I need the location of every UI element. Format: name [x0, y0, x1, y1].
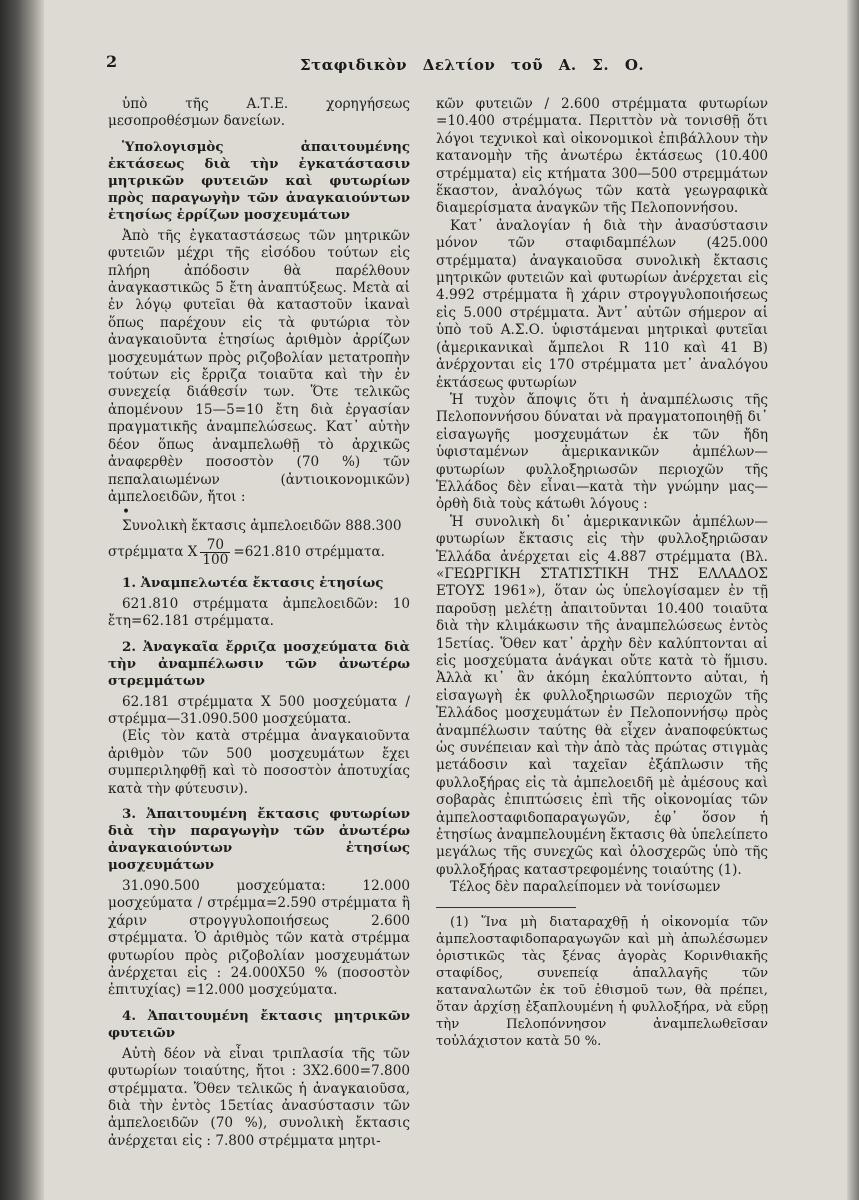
- bullet-dot: •: [122, 504, 131, 521]
- body-paragraph: κῶν φυτειῶν / 2.600 στρέμματα φυτωρίων =10.400 στρέμματα. Περιττὸν νὰ τονισθῇ ὅτι λόγοι τεχνικοὶ καὶ οἰκονομικοὶ ἐπιβάλλουν τὴν κατανομὴν τῆς ἀνωτέρω ἐκτάσεως (10.400 στρέμματα) εἰς κτήματα 300—500 στρεμμάτων ἕκαστον, ἀναλόγως τῶν κατὰ γεωγραφικὰ διαμερίσματα ἀναγκῶν τῆς Πελοποννήσου.: [436, 96, 768, 217]
- body-paragraph: Ἀπὸ τῆς ἐγκαταστάσεως τῶν μητρικῶν φυτειῶν μέχρι τῆς εἰσόδου τούτων εἰς πλήρη ἀπόδοσιν θὰ παρέλθουν ἀναγκαστικῶς 5 ἔτη ἀναπτύξεως. Μετὰ αἱ ἐν λόγῳ φυτεῖαι θὰ καταστοῦν ἱκαναὶ ὅπως παρέχουν εἰς τὰ φυτώρια τὸν ἀναγκαιοῦντα ἐτησίως ἀριθμὸν ἀρρίζων μοσχευμάτων πρὸς ριζοβολίαν μετατροπὴν τούτων εἰς ἔρριζα τοιαῦτα καὶ τὴν ἐν συνεχείᾳ διάθεσίν των. Ὅτε τελικῶς ἀπομένουν 15—5=10 ἔτη διὰ ἐργασίαν πραγματικῆς ἀναμπελώσεως. Κατ᾽ αὐτὴν δέον ὅπως ἀναμπελωθῇ τὸ ἀρχικῶς ἀναφερθὲν ποσοστὸν (70 %) τῶν πεπαλαιωμένων (ἀντιοικονομικῶν) ἀμπελοειδῶν, ἤτοι :: [108, 227, 410, 505]
- book-spine-shadow: [0, 0, 44, 1200]
- subsection-heading-4: 4. Ἀπαιτουμένη ἔκτασις μητρικῶν φυτειῶν: [108, 1007, 410, 1041]
- formula-result: =621.810 στρέμματα.: [233, 543, 385, 560]
- footnote: (1) Ἵνα μὴ διαταραχθῇ ἡ οἰκονομία τῶν ἀμπελοσταφιδοπαραγωγῶν καὶ μὴ ἀπωλέσωμεν ὁριστικῶς τὰς ξένας ἀγορὰς Κορινθιακῆς σταφίδος, συνεπείᾳ ἀπαλλαγῆς τῶν καταναλωτῶν ἐκ τοῦ ἐθισμοῦ των, θὰ πρέπει, ὅταν ἀρχίσῃ ἐξαπλουμένη ἡ φυλλοξήρα, νὰ εὕρῃ τὴν Πελοπόννησον ἀναμπελωθεῖσαν τοὐλάχιστον κατὰ 50 %.: [436, 914, 768, 1049]
- page-edge-shadow: [847, 0, 859, 1200]
- section-heading: Ὑπολογισμὸς ἀπαιτουμένης ἐκτάσεως διὰ τὴν ἐγκατάστασιν μητρικῶν φυτειῶν καὶ φυτωρίων πρὸς παραγωγὴν τῶν ἀναγκαιούντων ἐτησίως ἐρρίζων μοσχευμάτων: [108, 138, 410, 223]
- footnote-rule: [436, 907, 576, 908]
- body-paragraph: 62.181 στρέμματα Χ 500 μοσχεύματα / στρέμμα—31.090.500 μοσχεύματα.: [108, 693, 410, 727]
- body-paragraph: Ἡ συνολικὴ δι᾽ ἀμερικανικῶν ἀμπέλων—φυτωρίων ἔκτασις εἰς τὴν φυλλοξηριῶσαν Ἑλλάδα ἀνέρχεται εἰς 4.887 στρέμματα (Βλ. «ΓΕΩΡΓΙΚΗ ΣΤΑΤΙΣΤΙΚΗ ΤΗΣ ΕΛΛΑΔΟΣ ΕΤΟΥΣ 1961»), ὅταν ὡς ὑπελογίσαμεν ἐν τῇ παροῦσῃ μελέτῃ ἀπαιτοῦνται 10.400 τοιαῦτα διὰ τὴν κλιμάκωσιν τῆς ἀναμπελώσεως ἐντὸς 15ετίας. Ὅθεν κατ᾽ ἀρχὴν δὲν καλύπτονται αἱ εἰς μοσχεύματα ἀνάγκαι οὔτε κατὰ τὸ ἥμισυ. Ἀλλὰ κι᾽ ἂν ἀκόμη ἐκαλύπτοντο αὐται, ἡ εἰσαγωγὴ ἐκ φυλλοξηριωσῶν περιοχῶν τῆς Ἑλλάδος μοσχευμάτων ἐν Πελοποννήσῳ πρὸς ἀναμπέλωσιν ταύτης θὰ εἶχεν ἀναποφεύκτως ὡς συνέπειαν καὶ τὴν ἀπὸ τὰς πρώτας στιγμὰς μετάδοσιν καὶ ταχεῖαν ἐξάπλωσιν τῆς φυλλοξήρας εἰς τὰ ἀμπελοειδῆ μὲ ἀμέσους καὶ σοβαρὰς ἐπιπτώσεις ἐπὶ τῆς οἰκονομίας τῶν ἀμπελοσταφιδοπαραγωγῶν, ἐφ᾽ ὅσον ἡ ἐτησίως ἀναμπελουμένη ἔκτασις θὰ ὑπελείπετο μεγάλως τῆς συνεχῶς καὶ ὁλοσχερῶς ὑπὸ τῆς φυλλοξήρας καταστρεφομένης τοιαύτης (1).: [436, 513, 768, 878]
- subsection-heading-2: 2. Ἀναγκαῖα ἔρριζα μοσχεύματα διὰ τὴν ἀναμπέλωσιν τῶν ἀνωτέρω στρεμμάτων: [108, 638, 410, 689]
- right-column: [436, 96, 768, 1050]
- body-paragraph: 621.810 στρέμματα ἀμπελοειδῶν: 10 ἔτη=62.181 στρέμματα.: [108, 595, 410, 630]
- formula: [108, 538, 410, 567]
- body-paragraph: (Εἰς τὸν κατὰ στρέμμα ἀναγκαιοῦντα ἀριθμὸν τῶν 500 μοσχευμάτων ἔχει συμπεριληφθῇ καὶ τὸ ποσοστὸν ἀποτυχίας κατὰ τὴν φύτευσιν).: [108, 728, 410, 797]
- body-paragraph: Κατ᾽ ἀναλογίαν ἡ διὰ τὴν ἀνασύστασιν μόνον τῶν σταφιδαμπέλων (425.000 στρέμματα) ἀναγκαιοῦσα συνολικὴ ἔκτασις μητρικῶν φυτειῶν καὶ φυτωρίων ἀνέρχεται εἰς 4.992 στρέμματα ἢ χάριν στρογγυλοποιήσεως εἰς 5.000 στρέμματα. Ἀντ᾽ αὐτῶν σήμερον αἱ ὑπὸ τοῦ Α.Σ.Ο. ὑφιστάμεναι μητρικαὶ φυτεῖαι (ἀμερικανικαὶ ἄμπελοι R 110 καὶ 41 B) ἀνέρχονται εἰς 170 στρέμματα μετ᾽ ἀναλόγου ἐκτάσεως φυτωρίων: [436, 217, 768, 391]
- subsection-heading-3: 3. Ἀπαιτουμένη ἔκτασις φυτωρίων διὰ τὴν παραγωγὴν τῶν ἀνωτέρω ἀναγκαιούντων ἐτησίως μοσχευμάτων: [108, 805, 410, 873]
- fraction-numerator: 70: [200, 538, 230, 553]
- body-paragraph: Ἡ τυχὸν ἄποψις ὅτι ἡ ἀναμπέλωσις τῆς Πελοποννήσου δύναται νὰ πραγματοποιηθῇ δι᾽ εἰσαγωγῆς μοσχευμάτων ἐκ τῶν ἤδη ὑφισταμένων ἀμερικανικῶν ἀμπέλων—φυτωρίων φυλλοξηριωσῶν περιοχῶν τῆς Ἑλλάδος δὲν εἶναι—κατὰ τὴν γνώμην μας—ὀρθὴ διὰ τοὺς κάτωθι λόγους :: [436, 391, 768, 513]
- fraction-denominator: 100: [202, 551, 229, 568]
- running-head: Σταφιδικὸν Δελτίον τοῦ Α. Σ. Ο.: [300, 56, 645, 74]
- body-paragraph: Συνολικὴ ἔκτασις ἀμπελοειδῶν 888.300: [122, 518, 402, 535]
- formula-prefix: στρέμματα X: [108, 543, 198, 560]
- left-column: [108, 96, 410, 1150]
- body-paragraph: Αὐτὴ δέον νὰ εἶναι τριπλασία τῆς τῶν φυτωρίων τοιαύτης, ἤτοι : 3Χ2.600=7.800 στρέμματα. Ὅθεν τελικῶς ἡ ἀναγκαιοῦσα, διὰ τὴν ἐντὸς 15ετίας ἀνασύστασιν τῶν ἀμπελοειδῶν (70 %), συνολικὴ ἔκτασις ἀνέρχεται εἰς : 7.800 στρέμματα μητρι-: [108, 1045, 410, 1149]
- subsection-heading-1: 1. Ἀναμπελωτέα ἔκτασις ἐτησίως: [122, 574, 384, 591]
- page-number: 2: [106, 52, 118, 71]
- intro-paragraph: ὑπὸ τῆς Α.Τ.Ε. χορηγήσεως μεσοπροθέσμων δανείων.: [108, 96, 410, 130]
- fraction: [200, 538, 230, 567]
- body-paragraph: 31.090.500 μοσχεύματα: 12.000 μοσχεύματα / στρέμμα=2.590 στρέμματα ἢ χάριν στρογγυλοποιήσεως 2.600 στρέμματα. Ὁ ἀριθμὸς τῶν κατὰ στρέμμα φυτωρίου πρὸς ριζοβολίαν μοσχευμάτων ἀνέρχεται εἰς : 24.000Χ50 % (ποσοστὸν ἐπιτυχίας) =12.000 μοσχεύματα.: [108, 877, 410, 999]
- body-paragraph: Τέλος δὲν παραλείπομεν νὰ τονίσωμεν: [450, 879, 721, 896]
- page-header: [100, 48, 820, 78]
